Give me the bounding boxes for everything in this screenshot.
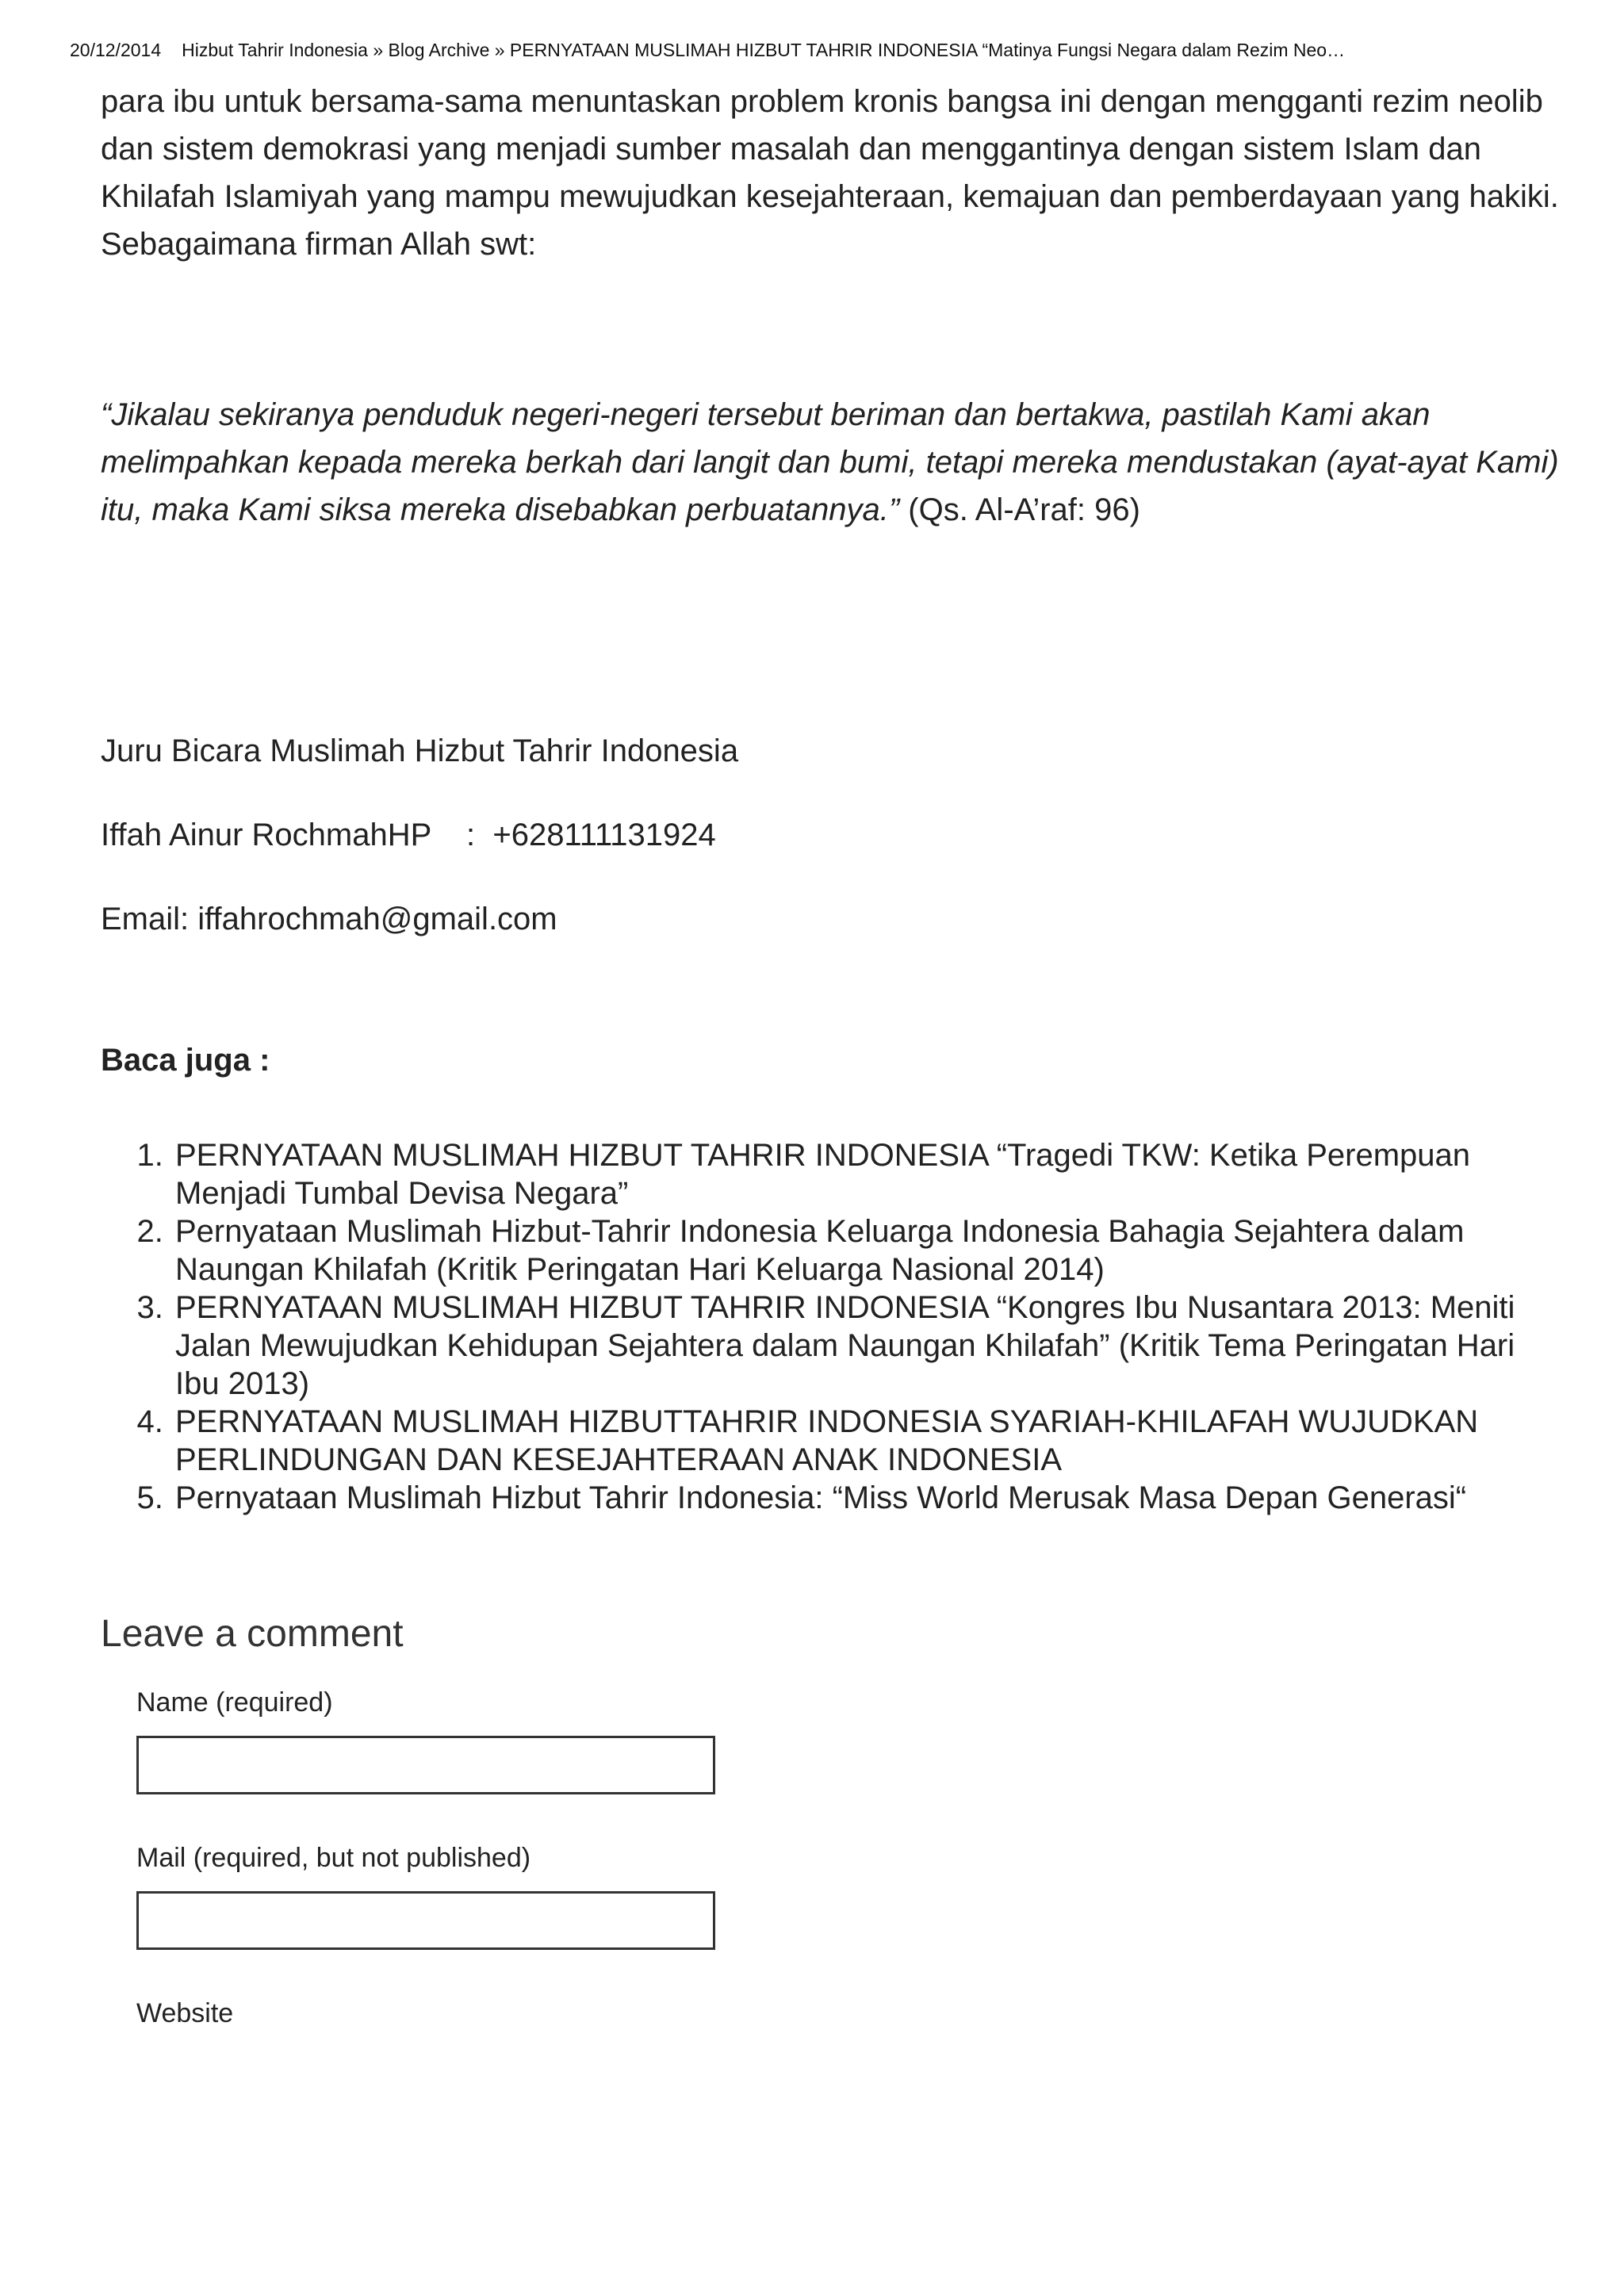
page-header (70, 40, 1576, 61)
related-posts-title: Baca juga : (101, 1043, 270, 1078)
signature-email: Email: iffahrochmah@gmail.com (101, 902, 557, 936)
related-post-link-2[interactable]: Pernyataan Muslimah Hizbut-Tahrir Indonesia Keluarga Indonesia Bahagia Sejahtera dalam Naungan Khilafah (Kritik Peringatan Hari Keluarga Nasional 2014) (175, 1214, 1465, 1287)
related-posts-list (101, 1136, 1552, 1517)
page-title: Hizbut Tahrir Indonesia » Blog Archive » PERNYATAAN MUSLIMAH HIZBUT TAHRIR INDONESIA “Matinya Fungsi Negara dalam Rezim Neo… (182, 40, 1346, 60)
quran-quote (101, 391, 1560, 534)
article-paragraph: para ibu untuk bersama-sama menuntaskan problem kronis bangsa ini dengan mengganti rezim neolib dan sistem demokrasi yang menjadi sumber masalah dan menggantinya dengan sistem Islam dan Khilafah Islamiyah yang mampu mewujudkan kesejahteraan, kemajuan dan pemberdayaan yang hakiki. Sebagaimana firman Allah swt: (101, 84, 1559, 262)
name-input[interactable] (136, 1736, 715, 1794)
related-post-link-3[interactable]: PERNYATAAN MUSLIMAH HIZBUT TAHRIR INDONESIA “Kongres Ibu Nusantara 2013: Meniti Jalan Mewujudkan Kehidupan Sejahtera dalam Naungan Khilafah” (Kritik Tema Peringatan Hari Ibu 2013) (175, 1290, 1515, 1401)
related-post-item (172, 1136, 1552, 1212)
name-label: Name (required) (136, 1687, 333, 1718)
mail-label: Mail (required, but not published) (136, 1843, 531, 1873)
comment-form (136, 1687, 1560, 2029)
quote-text: “Jikalau sekiranya penduduk negeri-negeri tersebut beriman dan bertakwa, pastilah Kami akan melimpahkan kepada mereka berkah dari langit dan bumi, tetapi mereka mendustakan (ayat-ayat Kami) itu, maka Kami siksa mereka disebabkan perbuatannya.” (101, 397, 1559, 527)
website-label: Website (136, 1998, 234, 2028)
quote-reference: (Qs. Al-A’raf: 96) (899, 492, 1140, 527)
related-post-link-5[interactable]: Pernyataan Muslimah Hizbut Tahrir Indonesia: “Miss World Merusak Masa Depan Generasi“ (175, 1480, 1467, 1515)
related-post-link-1[interactable]: PERNYATAAN MUSLIMAH HIZBUT TAHRIR INDONESIA “Tragedi TKW: Ketika Perempuan Menjadi Tumbal Devisa Negara” (175, 1138, 1471, 1211)
related-post-item (172, 1479, 1552, 1517)
related-post-link-4[interactable]: PERNYATAAN MUSLIMAH HIZBUTTAHRIR INDONESIA SYARIAH-KHILAFAH WUJUDKAN PERLINDUNGAN DAN KESEJAHTERAAN ANAK INDONESIA (175, 1404, 1479, 1477)
mail-input[interactable] (136, 1891, 715, 1950)
related-post-item (172, 1289, 1552, 1403)
post-content (101, 78, 1560, 2029)
signature-contact: Iffah Ainur RochmahHP : +628111131924 (101, 818, 716, 852)
signature-organization: Juru Bicara Muslimah Hizbut Tahrir Indonesia (101, 733, 739, 768)
related-post-item (172, 1212, 1552, 1289)
print-date: 20/12/2014 (70, 40, 162, 60)
related-post-item (172, 1403, 1552, 1479)
comment-heading: Leave a comment (101, 1613, 404, 1655)
